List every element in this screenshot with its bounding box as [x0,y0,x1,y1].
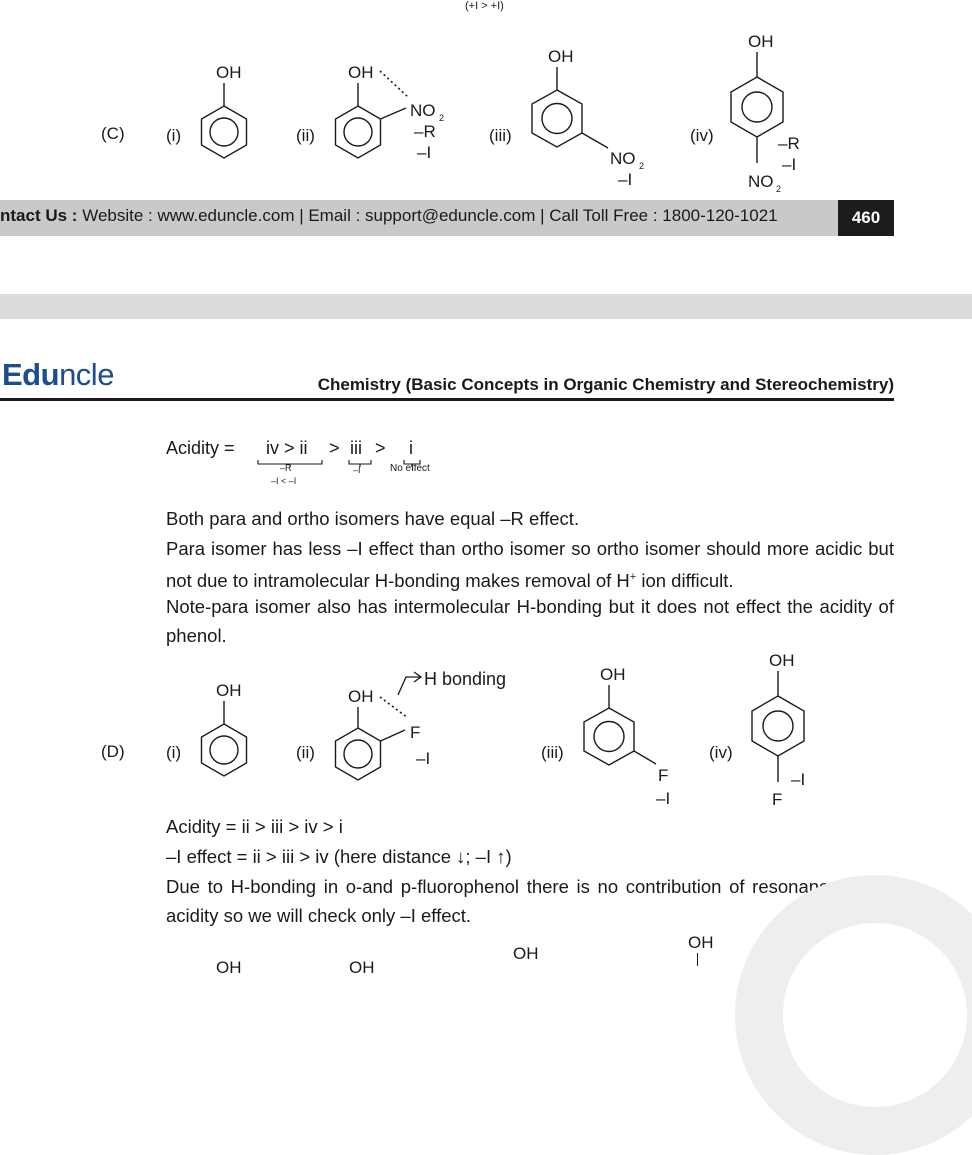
svg-text:F: F [772,790,783,809]
svg-text:OH: OH [748,32,774,51]
bottom-oh-3: OH [513,944,539,963]
svg-text:–R: –R [778,134,800,153]
svg-text:F: F [410,723,421,742]
acidity-label: Acidity = [166,438,235,458]
p-nitrophenol-structure [720,25,830,200]
svg-text:–I: –I [656,789,671,808]
svg-text:2: 2 [776,184,782,194]
svg-text:OH: OH [348,63,374,82]
page-number: 460 [838,200,894,236]
svg-text:OH: OH [348,687,374,706]
phenol-structure [180,55,270,175]
part-d-item-4-num: (iv) [709,743,733,762]
svg-text:OH: OH [600,665,626,684]
footer-prefix: ntact Us : [0,206,78,225]
brand-logo: Eduncle [2,357,114,392]
para-note: Note-para isomer also has intermolecular H-bonding but it does not effect the acidity of phenol. [166,596,894,646]
svg-text:–I: –I [791,770,806,789]
bottom-oh-1: OH [216,958,242,977]
part-d-item-2-num: (ii) [296,743,315,762]
bottom-bond-4 [697,953,698,966]
result-i-effect: –I effect = ii > iii > iv (here distance ↓; –I ↑) [166,846,512,867]
chapter-title: Chemistry (Basic Concepts in Organic Chemistry and Stereochemistry) [317,375,894,394]
term-1-under-a: –R [280,463,292,473]
svg-text:–I: –I [782,155,797,174]
header-rule [0,398,894,401]
term-3-under: No effect [390,463,430,474]
svg-text:NO: NO [610,149,636,168]
top-fragment: (+I > +I) [465,0,504,12]
acidity-term-1: iv > ii [266,438,308,458]
acidity-gt-2: > [375,438,386,458]
bottom-oh-2: OH [349,958,375,977]
o-nitrophenol-structure [310,55,470,175]
o-fluorophenol-structure [310,662,530,792]
para-both-isomers: Both para and ortho isomers have equal –R effect. [166,508,580,529]
svg-text:F: F [658,766,669,785]
footer-contact [0,206,778,226]
svg-text:NO: NO [410,101,436,120]
underbrace-2 [347,458,375,468]
result-explanation: Due to H-bonding in o-and p-fluorophenol there is no contribution of resonance in the acidity so we will check only –I effect. [166,876,894,926]
svg-text:OH: OH [216,681,242,700]
p-fluorophenol-structure [741,644,851,814]
bottom-oh-4: OH [688,933,714,952]
term-2-under: –I [353,465,361,475]
svg-text:–I: –I [618,170,633,189]
svg-text:–R: –R [414,122,436,141]
para-para-isomer: Para isomer has less –I effect than ortho isomer so ortho isomer should more acidic but not due to intramolecular H-bonding makes removal of H+ ion difficult. [166,538,894,592]
oh-label: OH [216,63,242,82]
part-c-item-2-num: (ii) [296,126,315,145]
result-acidity: Acidity = ii > iii > iv > i [166,816,343,837]
svg-text:–I: –I [416,749,431,768]
m-nitrophenol-structure [520,40,650,190]
term-1-under-b: –I < –I [271,476,297,486]
h-bonding-label: H bonding [424,669,507,689]
part-d-label: (D) [101,742,125,761]
part-c-item-4-num: (iv) [690,126,714,145]
svg-text:2: 2 [439,113,445,123]
footer-contact-text: Website : www.eduncle.com | Email : support@eduncle.com | Call Toll Free : 1800-120-1021 [82,206,778,225]
svg-text:OH: OH [548,47,574,66]
svg-text:2: 2 [639,161,645,171]
part-d-item-3-num: (iii) [541,743,564,762]
acidity-term-3: i [409,438,413,458]
page-separator [0,294,972,319]
part-c-label: (C) [101,124,125,143]
svg-text:–I: –I [417,143,432,162]
svg-text:NO: NO [748,172,774,191]
acidity-gt-1: > [329,438,340,458]
acidity-term-2: iii [350,438,362,458]
part-d-item-1-num: (i) [166,743,182,762]
phenol-structure-d [180,673,270,793]
m-fluorophenol-structure [572,658,692,808]
svg-text:OH: OH [769,651,795,670]
part-c-item-1-num: (i) [166,126,182,145]
part-c-item-3-num: (iii) [489,126,512,145]
